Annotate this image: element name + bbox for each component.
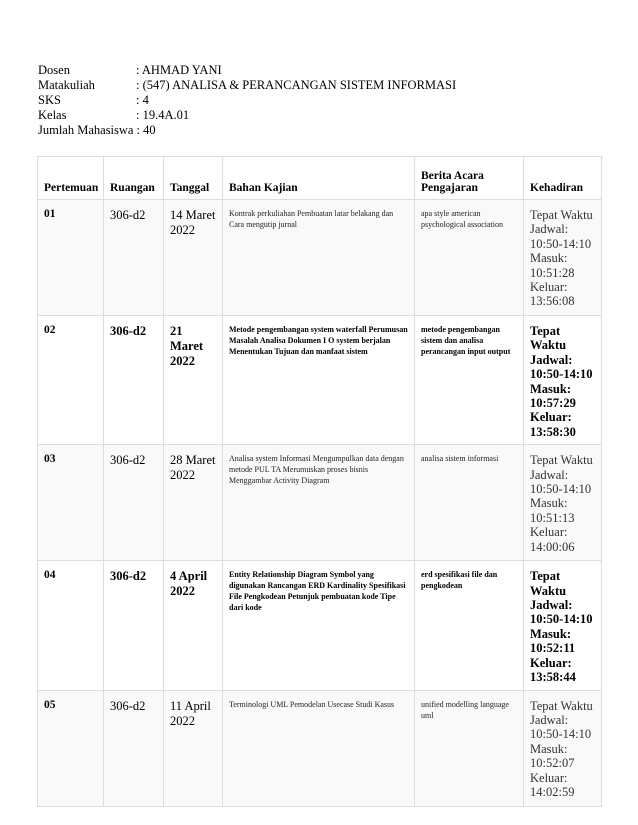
- cell-tanggal: 14 Maret 2022: [164, 200, 223, 316]
- header-bahan-kajian: Bahan Kajian: [223, 157, 415, 200]
- attendance-status: Tepat Waktu: [530, 324, 567, 353]
- schedule-label: Jadwal:: [530, 222, 569, 237]
- cell-kehadiran: [524, 200, 602, 316]
- check-out-value: 14:00:06: [530, 539, 575, 554]
- cell-berita-acara: apa style american psychological association: [415, 200, 524, 316]
- cell-ruangan: 306-d2: [104, 316, 164, 445]
- info-row-kelas: [38, 108, 456, 123]
- dosen-value: : AHMAD YANI: [136, 63, 222, 77]
- cell-kehadiran: [524, 316, 602, 445]
- info-row-dosen: [38, 63, 456, 78]
- jumlah-label: Jumlah Mahasiswa: [38, 123, 134, 137]
- table-row: [38, 445, 602, 561]
- table-row: [38, 690, 602, 806]
- cell-tanggal: 28 Maret 2022: [164, 445, 223, 561]
- header-kehadiran: Kehadiran: [524, 157, 602, 200]
- check-out-label: Keluar:: [530, 410, 572, 425]
- check-out-value: 13:58:44: [530, 670, 576, 685]
- cell-berita-acara: analisa sistem informasi: [415, 445, 524, 561]
- cell-bahan-kajian: Metode pengembangan system waterfall Perumusan Masalah Analisa Dokumen I O system berjalan Menentukan Tujuan dan manfaat sistem: [223, 316, 415, 445]
- schedule-label: Jadwal:: [530, 598, 573, 613]
- check-out-label: Keluar:: [530, 525, 568, 540]
- header-ruangan: Ruangan: [104, 157, 164, 200]
- cell-berita-acara: unified modelling language uml: [415, 690, 524, 806]
- check-in-label: Masuk:: [530, 251, 568, 266]
- cell-berita-acara: metode pengembangan sistem dan analisa perancangan input output: [415, 316, 524, 445]
- dosen-label: Dosen: [38, 63, 70, 77]
- cell-pertemuan: 05: [38, 690, 104, 806]
- attendance-status: Tepat Waktu: [530, 453, 593, 468]
- check-in-label: Masuk:: [530, 626, 571, 641]
- jumlah-value: : 40: [136, 123, 156, 137]
- check-in-label: Masuk:: [530, 381, 571, 396]
- check-out-label: Keluar:: [530, 280, 568, 295]
- check-out-label: Keluar:: [530, 655, 572, 670]
- check-in-value: 10:52:11: [530, 641, 576, 656]
- check-out-value: 14:02:59: [530, 784, 575, 799]
- cell-ruangan: 306-d2: [104, 200, 164, 316]
- schedule-value: 10:50-14:10: [530, 482, 592, 497]
- table-header-row: [38, 157, 602, 200]
- schedule-value: 10:50-14:10: [530, 727, 592, 742]
- schedule-value: 10:50-14:10: [530, 236, 592, 251]
- cell-pertemuan: 04: [38, 561, 104, 690]
- matakuliah-value: : (547) ANALISA & PERANCANGAN SISTEM INFORMASI: [136, 78, 457, 92]
- cell-pertemuan: 01: [38, 200, 104, 316]
- table-row: [38, 561, 602, 690]
- schedule-value: 10:50-14:10: [530, 367, 593, 382]
- header-pertemuan: Pertemuan: [38, 157, 104, 200]
- attendance-status: Tepat Waktu: [530, 569, 567, 598]
- cell-bahan-kajian: Analisa system Informasi Mengumpulkan data dengan metode PUL TA Merumuskan proses bisnis Menggambar Activity Diagram: [223, 445, 415, 561]
- kelas-label: Kelas: [38, 108, 67, 122]
- check-out-value: 13:58:30: [530, 424, 576, 439]
- cell-bahan-kajian: Kontrak perkuliahan Pembuatan latar belakang dan Cara mengutip jurnal: [223, 200, 415, 316]
- schedule-label: Jadwal:: [530, 467, 569, 482]
- cell-tanggal: 11 April 2022: [164, 690, 223, 806]
- check-in-label: Masuk:: [530, 741, 568, 756]
- cell-kehadiran: [524, 561, 602, 690]
- cell-kehadiran: [524, 690, 602, 806]
- schedule-label: Jadwal:: [530, 712, 569, 727]
- header-berita-acara: Berita Acara Pengajaran: [415, 157, 524, 200]
- cell-bahan-kajian: Entity Relationship Diagram Symbol yang digunakan Rancangan ERD Kardinality Spesifikasi File Pengkodean Petunjuk pembuatan kode Tipe dari kode: [223, 561, 415, 690]
- matakuliah-label: Matakuliah: [38, 78, 95, 92]
- schedule-value: 10:50-14:10: [530, 612, 593, 627]
- table-row: [38, 316, 602, 445]
- cell-kehadiran: [524, 445, 602, 561]
- check-in-value: 10:52:07: [530, 756, 575, 771]
- cell-pertemuan: 02: [38, 316, 104, 445]
- kelas-value: : 19.4A.01: [136, 108, 190, 122]
- check-in-value: 10:51:13: [530, 510, 575, 525]
- course-info: [38, 63, 456, 138]
- cell-bahan-kajian: Terminologi UML Pemodelan Usecase Studi Kasus: [223, 690, 415, 806]
- check-in-label: Masuk:: [530, 496, 568, 511]
- cell-ruangan: 306-d2: [104, 690, 164, 806]
- cell-ruangan: 306-d2: [104, 561, 164, 690]
- cell-tanggal: 21 Maret 2022: [164, 316, 223, 445]
- check-in-value: 10:51:28: [530, 265, 575, 280]
- cell-tanggal: 4 April 2022: [164, 561, 223, 690]
- attendance-status: Tepat Waktu: [530, 698, 593, 713]
- info-row-jumlah: [38, 123, 456, 138]
- check-in-value: 10:57:29: [530, 396, 576, 411]
- attendance-table: [37, 156, 602, 807]
- check-out-value: 13:56:08: [530, 294, 575, 309]
- cell-pertemuan: 03: [38, 445, 104, 561]
- table-row: [38, 200, 602, 316]
- sks-label: SKS: [38, 93, 61, 107]
- check-out-label: Keluar:: [530, 770, 568, 785]
- header-tanggal: Tanggal: [164, 157, 223, 200]
- attendance-status: Tepat Waktu: [530, 208, 593, 222]
- info-row-matakuliah: [38, 78, 456, 93]
- cell-berita-acara: erd spesifikasi file dan pengkodean: [415, 561, 524, 690]
- cell-ruangan: 306-d2: [104, 445, 164, 561]
- info-row-sks: [38, 93, 456, 108]
- sks-value: : 4: [136, 93, 149, 107]
- schedule-label: Jadwal:: [530, 352, 573, 367]
